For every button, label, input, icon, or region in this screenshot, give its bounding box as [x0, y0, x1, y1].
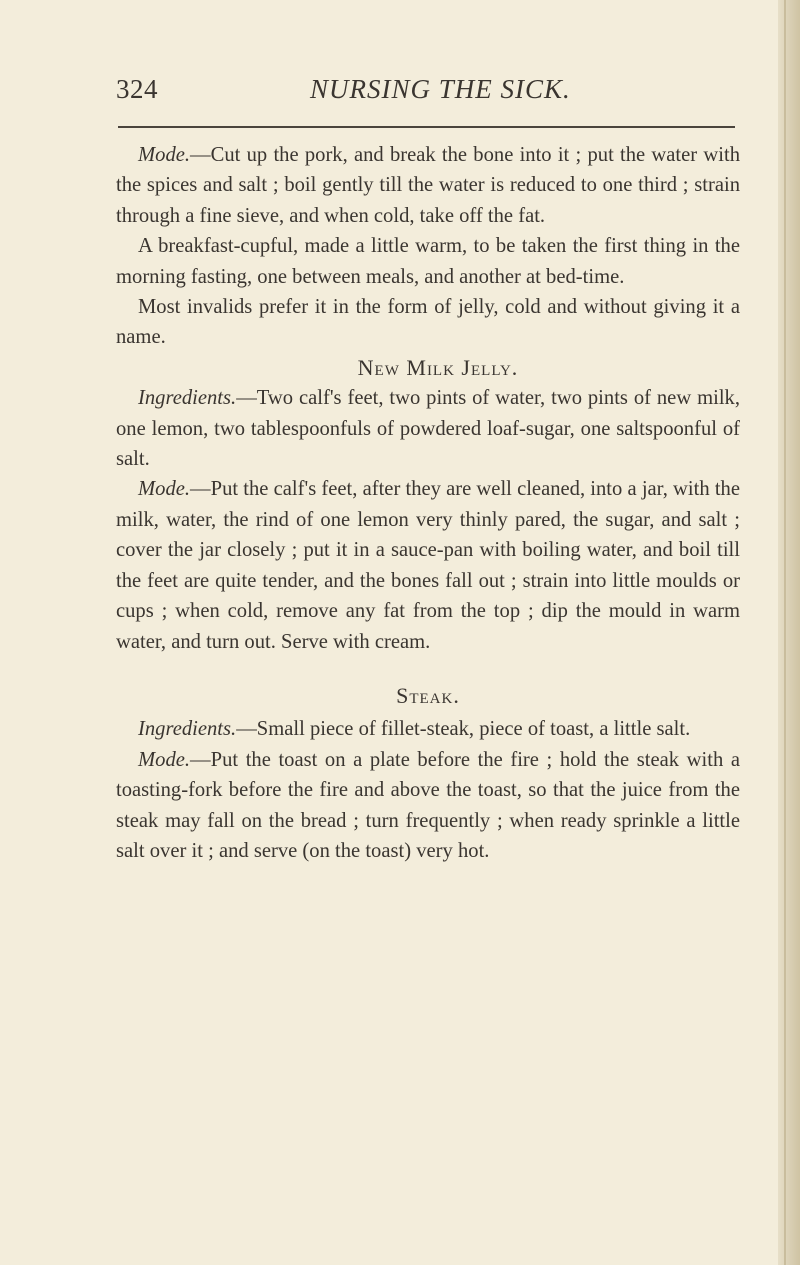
ingredients-text: —Two calf's feet, two pints of water, two pints of new milk, one lemon, two tablespoonfuls of powdered loaf-sugar, one saltspoonful of salt. [116, 387, 740, 471]
ingredients-label: Ingredients. [138, 718, 237, 741]
page-edge [778, 0, 800, 1265]
ingredients-label: Ingredients. [138, 387, 237, 410]
ingredients-text: —Small piece of fillet-steak, piece of toast, a little salt. [236, 718, 691, 741]
page-body [116, 140, 740, 866]
paragraph-steak-mode [116, 745, 740, 867]
mode-label: Mode. [138, 144, 191, 166]
heading-new-milk-jelly: New Milk Jelly. [357, 354, 519, 380]
mode-label: Mode. [138, 478, 191, 501]
page-header [116, 74, 736, 114]
paragraph-milk-ingredients [116, 383, 740, 474]
running-head: NURSING THE SICK. [310, 74, 571, 104]
header-rule [118, 126, 735, 128]
paragraph-invalids: Most invalids prefer it in the form of jelly, cold and without giving it a name. [116, 296, 740, 349]
page-number: 324 [116, 74, 158, 104]
mode-label: Mode. [138, 748, 191, 771]
mode-text: —Cut up the pork, and break the bone into it ; put the water with the spices and salt ; boil gently till the water is reduced to one third ; strain through a fine sieve, and when cold, take off the fat. [116, 144, 740, 227]
paragraph-breakfast-cupful: A breakfast-cupful, made a little warm, to be taken the first thing in the morning fasting, one between meals, and another at bed-time. [116, 235, 740, 288]
mode-text: —Put the toast on a plate before the fire ; hold the steak with a toasting-fork before the fire and above the toast, so that the juice from the steak may fall on the bread ; turn frequently ; when ready sprinkle a little salt over it ; and serve (on the toast) very hot. [116, 748, 740, 862]
paragraph-mode-pork [116, 140, 740, 231]
heading-steak: Steak. [396, 682, 460, 708]
page-edge-line [784, 0, 786, 1265]
paragraph-steak-ingredients [116, 714, 740, 744]
mode-text: —Put the calf's feet, after they are well cleaned, into a jar, with the milk, water, the rind of one lemon very thinly pared, the sugar, and salt ; cover the jar closely ; put it in a sauce-pan with boiling water, and boil till the feet are quite tender, and the bones fall out ; strain into little moulds or cups ; when cold, remove any fat from the top ; dip the mould in warm water, and turn out. Serve with cream. [116, 478, 740, 653]
paragraph-milk-mode [116, 474, 740, 656]
